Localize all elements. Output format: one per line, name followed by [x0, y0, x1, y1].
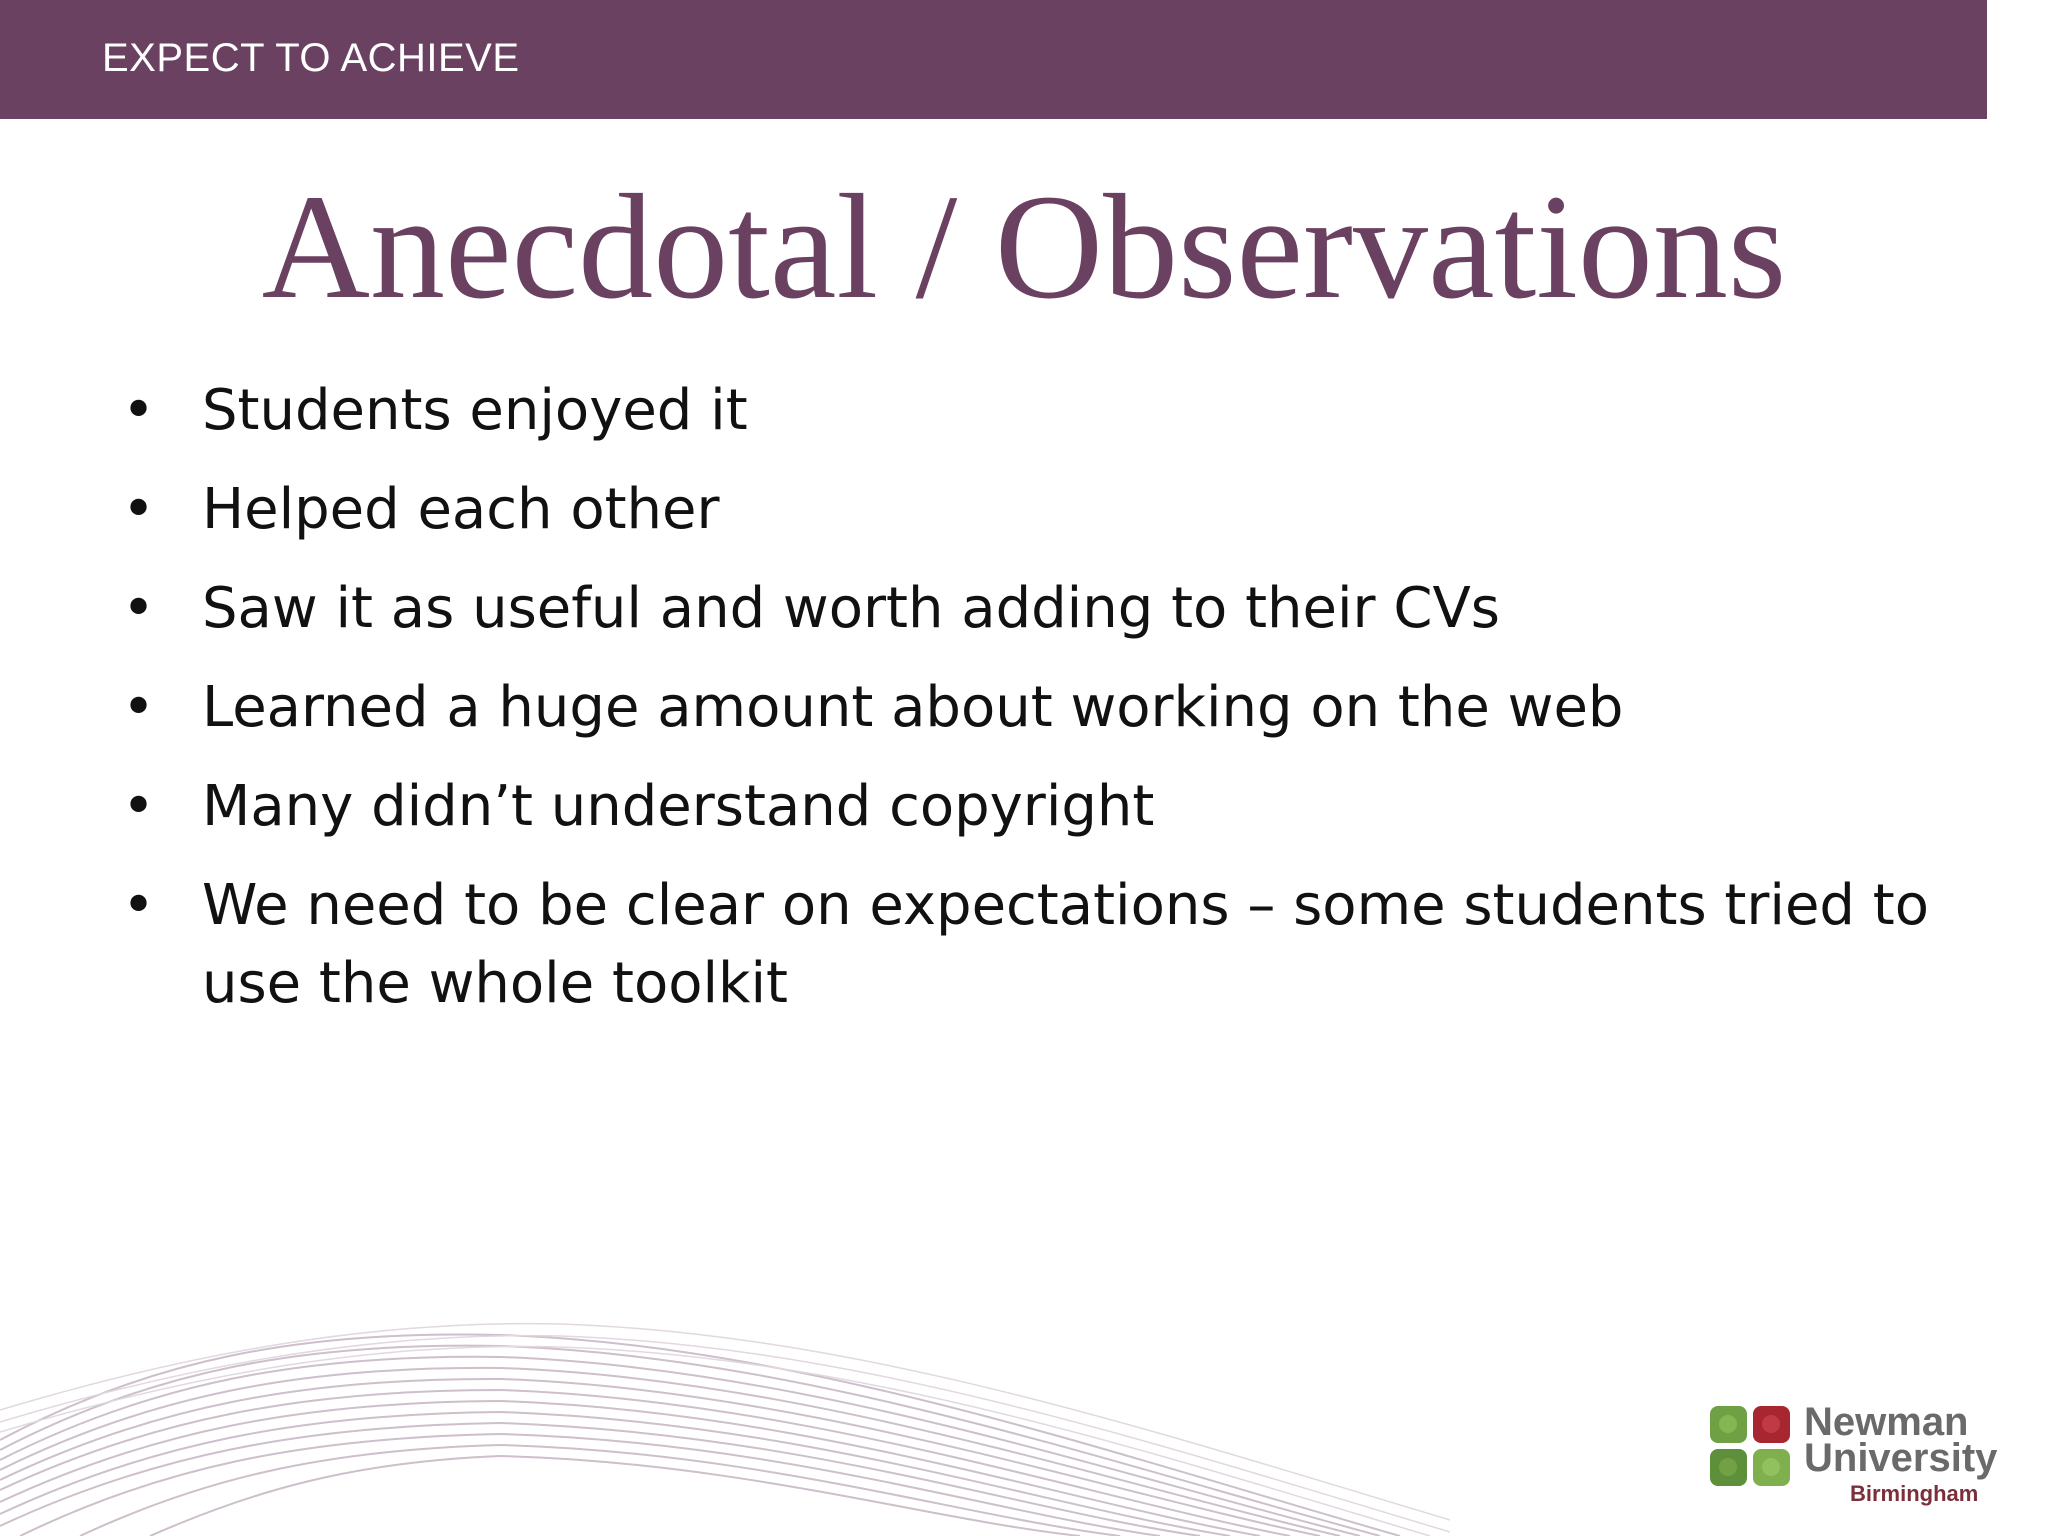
bullet-text: Saw it as useful and worth adding to their CVs	[202, 576, 1500, 641]
bullet-text: Students enjoyed it	[202, 378, 748, 443]
bullet-dot: •	[122, 477, 156, 542]
bullet-dot: •	[122, 576, 156, 641]
newman-university-logo	[1710, 1400, 1998, 1520]
bullet-text: We need to be clear on expectations – some students tried to use the whole toolkit	[202, 873, 1929, 1016]
bullet-item	[0, 768, 2048, 846]
logo-mark-icon	[1710, 1406, 1790, 1486]
logo-text-newman: Newman	[1804, 1400, 1969, 1444]
bullet-text: Learned a huge amount about working on the web	[202, 675, 1624, 740]
bullet-list	[0, 372, 2048, 1044]
bullet-item	[0, 471, 2048, 549]
bullet-text: Helped each other	[202, 477, 720, 542]
bullet-dot: •	[122, 774, 156, 839]
header-bar	[0, 0, 1987, 119]
decorative-swoosh-lines	[0, 1290, 1450, 1536]
bullet-item	[0, 669, 2048, 747]
logo-text-university: University	[1804, 1436, 1998, 1480]
slide-title: Anecdotal / Observations	[261, 164, 1787, 330]
bullet-dot: •	[122, 873, 156, 938]
bullet-item	[0, 372, 2048, 450]
bullet-dot: •	[122, 675, 156, 740]
bullet-item	[0, 570, 2048, 648]
bullet-item	[0, 867, 2048, 1023]
bullet-text: Many didn’t understand copyright	[202, 774, 1155, 839]
header-tagline: EXPECT TO ACHIEVE	[102, 36, 520, 80]
bullet-dot: •	[122, 378, 156, 443]
logo-text-birmingham: Birmingham	[1850, 1481, 1979, 1506]
